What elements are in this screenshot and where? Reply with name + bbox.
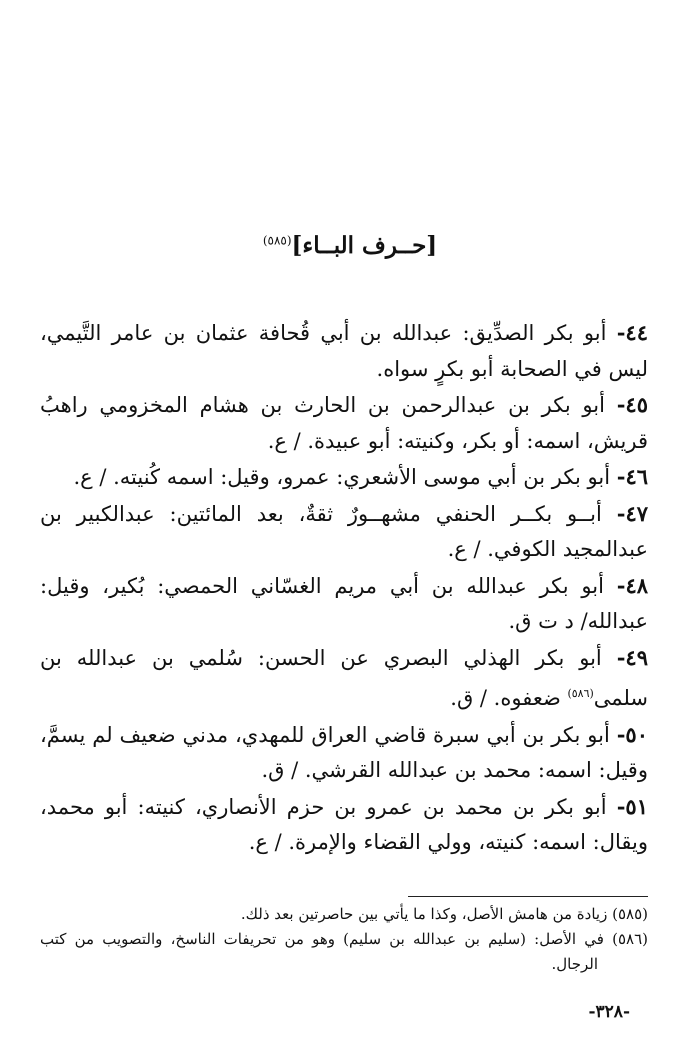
entry-text: أبو بكر بن محمد بن عمرو بن حزم الأنصاري، كنيته: أبو محمد، ويقال: اسمه: كنيته، وولي القضاء والإمرة. / ع. — [40, 794, 648, 854]
entry-number: ٤٧- — [616, 500, 648, 526]
footnote-number: (٥٨٦) — [612, 930, 648, 948]
entry-text: أبــو بكــر الحنفي مشهــورٌ ثقةٌ، بعد المائتين: عبدالكبير بن عبدالمجيد الكوفي. / ع. — [40, 501, 648, 561]
footnote-number: (٥٨٥) — [612, 905, 648, 923]
entry-45 — [40, 387, 648, 459]
footnote-text: في الأصل: (سليم بن عبدالله بن سليم) وهو من تحريفات الناسخ، والتصويب من كتب الرجال. — [40, 930, 604, 973]
entry-number: ٥٠- — [616, 721, 648, 747]
chapter-heading-text: [حــرف البــاء] — [291, 232, 438, 259]
heading-footnote-ref: (٥٨٥) — [262, 233, 292, 248]
footnote-586 — [40, 927, 648, 977]
footnote-585 — [40, 902, 648, 927]
entry-text: أبو بكر الهذلي البصري عن الحسن: سُلمي بن عبدالله بن سلمى — [40, 645, 648, 710]
entry-footnote-ref: (٥٨٦) — [567, 687, 594, 700]
entry-48 — [40, 568, 648, 640]
entry-46 — [40, 459, 648, 496]
entry-number: ٤٦- — [616, 464, 648, 489]
entry-44 — [40, 315, 648, 387]
entry-text: أبو بكر عبدالله بن أبي مريم الغسّاني الحمصي: بُكير، وقيل: عبدالله/ د ت ق. — [40, 573, 648, 633]
entry-number: ٤٤- — [616, 320, 648, 345]
entry-number: ٥١- — [616, 793, 648, 819]
entry-text: أبو بكر بن عبدالرحمن بن الحارث بن هشام المخزومي راهبُ قريش، اسمه: أو بكر، وكنيته: أبو عبيدة. / ع. — [40, 393, 648, 453]
entry-49 — [40, 640, 648, 717]
footnote-text: زيادة من هامش الأصل، وكذا ما يأتي بين حاصرتين بعد ذلك. — [240, 905, 608, 923]
entry-47 — [40, 496, 648, 568]
entries-list — [40, 315, 648, 861]
entry-number: ٤٩- — [616, 644, 648, 670]
entry-text: أبو بكر بن أبي موسى الأشعري: عمرو، وقيل: اسمه كُنيته. / ع. — [73, 465, 611, 489]
page-number: -٣٢٨- — [588, 1002, 630, 1022]
chapter-heading — [0, 232, 700, 259]
entry-number: ٤٨- — [616, 572, 648, 598]
entry-text: أبو بكر بن أبي سبرة قاضي العراق للمهدي، مدني ضعيف لم يسمَّ، وقيل: اسمه: محمد بن عبدالله القرشي. / ق. — [40, 722, 648, 782]
entry-text-continued: ضعفوه. / ق. — [450, 686, 568, 710]
entry-50 — [40, 717, 648, 789]
entry-number: ٤٥- — [616, 392, 648, 417]
entry-text: أبو بكر الصدِّيق: عبدالله بن أبي قُحافة عثمان بن عامر التَّيمي، ليس في الصحابة أبو بكرٍ سواه. — [40, 321, 648, 381]
footnote-divider — [408, 896, 648, 897]
entry-51 — [40, 789, 648, 861]
footnotes — [40, 902, 648, 977]
